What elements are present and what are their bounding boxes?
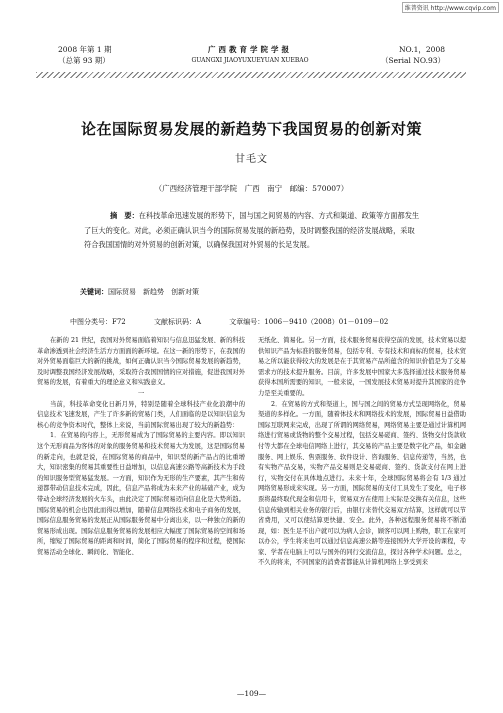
total-issue-line: （总第 93 期） bbox=[58, 56, 110, 65]
header-divider bbox=[36, 72, 466, 78]
issue-number-en: NO.1，2008 bbox=[398, 45, 445, 54]
page-number: —109— bbox=[236, 689, 267, 698]
keywords bbox=[80, 287, 199, 297]
journal-name-en: GUANGXI JIAOYUXUEYUAN XUEBAO bbox=[191, 57, 309, 64]
watermark-badge: 维普资讯 http://www.cqvip.com bbox=[402, 2, 499, 13]
body-column-left bbox=[37, 336, 245, 558]
issue-line: 2008 年第 1 期 bbox=[58, 45, 112, 54]
paragraph: 当前，科技革命变化日新月异，特别是随着全球科技产业化浪潮中的信息技术飞速发展，产生了许多新的贸易门类，人们面临的是以知识信息为核心的竞争资本时代，整体上来说，当前国际贸易出现了较大的新趋势： bbox=[37, 400, 245, 429]
section-heading: 一 bbox=[137, 389, 145, 397]
abstract-text: 在科技革命迅速发展的形势下，国与国之间贸易的内容、方式和渠道、政策等方面都发生了巨大的变化。对此，必须正确认识当今的国际贸易发展的新趋势，及时调整我国的经济发展战略，采取符合我国国情的对外贸易的创新对策，以确保我国对外贸易的长足发展。 bbox=[84, 211, 420, 249]
header-left bbox=[58, 44, 112, 66]
header-right bbox=[381, 44, 445, 66]
paragraph: 2．在贸易的方式和渠道上，国与国之间的贸易方式呈现网络化，贸易渠道的多样化。一方面，随着体技术和网络技术的发展，国际贸易日益借助国际互联网来完成，出现了所谓的网络贸易，网络贸易主要是通过计算机网络进行贸易或货物的整个交易过程，包括交易磋商、签约、货物交付货款收付等大都在全球电信网络上进行，其交易的产品主要是数字化产品，如金融服务、网上娱乐、售票服务、软件设计、咨询服务、信息传递等，当然，也有实物产品交易，实物产品交易则是交易磋商、签约、货款支付在网上进行，实物交付在具体地点进行。未来十年，全球国际贸易将会有 1/3 通过网络贸易形成来实现。另一方面，国际贸易的支付工具发生了变化，电子移票将最终取代现金和信用卡，贸易双方在使用上实际是交换有关信息，这些信息传输到相关业务的银行后，由银行来替代交易双方结算，这样就可以节省费用，又可以使结算更快捷、安全。此外，各种远程服务贸易将不断涌现，如：医生足不出户就可以为病人会诊，顾客可以网上购物，职工在家可以办公，学生将来也可以通过信息高速公路等连接国外大学开设的课程，专家、学者在电脑上可以与国外的同行交流信息，探讨各种学术问题。总之，不久的将来，不同国家的消费者都能从计算机网络上享受到来 bbox=[258, 400, 466, 567]
clc-number: 中图分类号：F72 bbox=[70, 318, 126, 326]
article-number: 文章编号：1006－9410（2008）01－0109－02 bbox=[229, 318, 389, 326]
paragraph: 1．在贸易的内容上，无形贸易成为了国际贸易的主要内容。即以知识这个无形商品为客体的对象的服务贸易和技术贸易大为发展，这是国际贸易的新走向，也就是说，在国际贸易的商品中，知识型的新产品占的比重增大，知识密集的贸易其重要性日益增加，以信息高速公路等高新技术为手段的知识服务型贸易猛发展。一方面，知识作为无形的生产要素，其产生和传递都带动信息技术完成，因此，信息产品将成为未来产业的基础产业，成为带动全球经济发展的火车头，由此决定了国际贸易迈向信息化是大势所趋。国际贸易的机会也因此而得以增加，随着信息网络技术和电子商务的发展，国际信息服务贸易的发展正从国际服务贸易中分离出来，以一种独立的新的贸易形成出现。国际信息服务贸易的发展相应大幅度了国际贸易的空间和场所，缩短了国际贸易的距离和时间，简化了国际贸易的程序和过程，使国际贸易活动全球化、瞬间化、智能化、 bbox=[37, 432, 245, 556]
document-code: 文献标识码：A bbox=[154, 318, 202, 326]
header-center bbox=[175, 44, 325, 66]
keywords-label: 关键词： bbox=[80, 287, 108, 296]
abstract bbox=[84, 209, 420, 253]
author-name: 甘毛文 bbox=[235, 154, 268, 165]
classification-line bbox=[70, 317, 450, 327]
paragraph: 无纸化、简易化。另一方面，技术服务贸易获得空前的发展，技术贸易以提供知识产品为标准的服务贸易，包括专利、专有技术和商标的贸易，技术贸易之所以能获得较大的发展是在于其贸易产品所蕴含的知识价值是为了交易需求方的技术提升服务。目前，许多发展中国家大多选择通过技术服务贸易获得本国所需要的知识，一般来说，一国发展技术贸易对提升其国家的竞争力是至关重要的。 bbox=[258, 337, 466, 397]
paragraph: 在新的 21 世纪，我国对外贸易面临着知识与信息迅猛发展、新的科技革命渗透到社会经济生活方方面面的新环境。在这一新的形势下，在我国的对外贸易面临巨大的新的挑战，如何正确认识当今国际贸易发展的新趋势，及时调整我国经济发展战略，采取符合我国国情的应对措施，促进我国对外贸易的发展，有着重大的理论意义和实践意义。 bbox=[37, 337, 245, 387]
journal-name-cn: 广西教育学院学报 bbox=[208, 45, 292, 54]
author-affiliation: （广西经济管理干部学院 广西 南宁 邮编：570007） bbox=[154, 184, 349, 193]
abstract-label: 摘 要： bbox=[110, 211, 139, 220]
body-column-right bbox=[258, 336, 466, 569]
serial-number-en: （Serial NO.93） bbox=[380, 56, 445, 65]
keywords-text: 国际贸易 新趋势 创新对策 bbox=[108, 288, 199, 296]
article-title: 论在国际贸易发展的新趋势下我国贸易的创新对策 bbox=[80, 120, 422, 138]
